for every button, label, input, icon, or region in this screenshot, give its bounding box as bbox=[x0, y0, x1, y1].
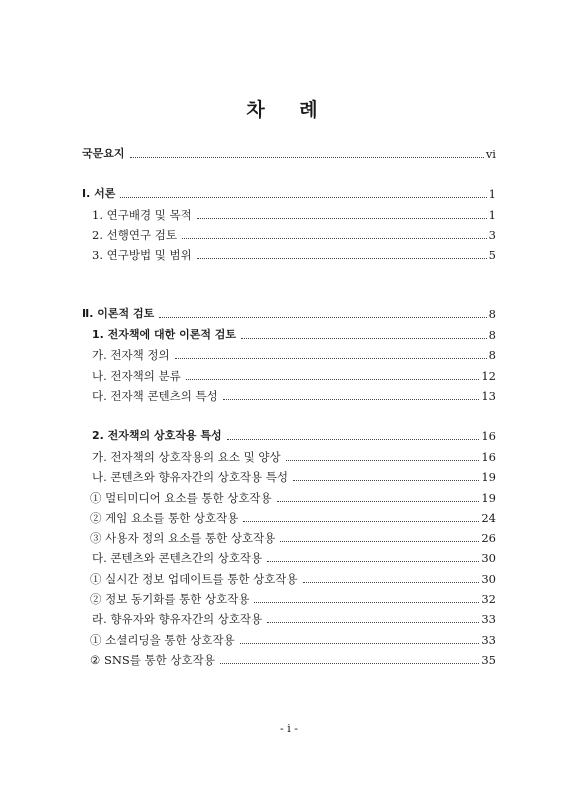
toc-entry[interactable] bbox=[82, 632, 496, 648]
toc-entry-page: 19 bbox=[481, 491, 496, 505]
toc-entry-label: 다. 콘텐츠와 콘텐츠간의 상호작용 bbox=[92, 551, 263, 565]
toc-entry-page: 32 bbox=[481, 592, 496, 606]
toc-entry-label: ③ 사용자 정의 요소를 통한 상호작용 bbox=[90, 531, 276, 545]
toc-entry[interactable] bbox=[82, 611, 496, 627]
dot-leader bbox=[227, 439, 480, 440]
toc-entry[interactable] bbox=[82, 591, 496, 607]
toc-entry[interactable] bbox=[82, 530, 496, 546]
dot-leader bbox=[243, 521, 479, 522]
toc-entry[interactable] bbox=[82, 428, 496, 444]
toc-entry-page: 3 bbox=[488, 228, 496, 242]
toc-entry[interactable] bbox=[82, 388, 496, 404]
toc-entry-label: 가. 전자책의 상호작용의 요소 및 양상 bbox=[92, 450, 281, 464]
toc-entry[interactable] bbox=[82, 306, 496, 322]
dot-leader bbox=[182, 238, 487, 239]
dot-leader bbox=[240, 643, 480, 644]
toc-entry[interactable] bbox=[82, 490, 496, 506]
dot-leader bbox=[197, 218, 487, 219]
dot-leader bbox=[267, 622, 479, 623]
toc-entry[interactable] bbox=[82, 510, 496, 526]
toc-entry-label: 나. 전자책의 분류 bbox=[92, 369, 181, 383]
toc-entry-label: 3. 연구방법 및 범위 bbox=[92, 248, 192, 262]
toc-entry-label: 2. 선행연구 검토 bbox=[92, 228, 177, 242]
toc-entry-label: 다. 전자책 콘텐츠의 특성 bbox=[92, 389, 218, 403]
dot-leader bbox=[267, 561, 479, 562]
dot-leader bbox=[120, 197, 486, 198]
toc-entry-page: 19 bbox=[481, 470, 496, 484]
toc-entry[interactable] bbox=[82, 550, 496, 566]
toc-entry-label: ① 실시간 정보 업데이트를 통한 상호작용 bbox=[90, 572, 298, 586]
toc-entry-page: 33 bbox=[481, 633, 496, 647]
page-title: 차 례 bbox=[246, 99, 332, 121]
toc-entry-page: 13 bbox=[481, 389, 496, 403]
toc-entry-page: 1 bbox=[488, 187, 496, 201]
dot-leader bbox=[286, 460, 480, 461]
toc-entry[interactable] bbox=[82, 207, 496, 223]
dot-leader bbox=[223, 399, 480, 400]
toc-entry[interactable] bbox=[82, 469, 496, 485]
toc-entry-page: 8 bbox=[488, 348, 496, 362]
dot-leader bbox=[159, 317, 486, 318]
toc-entry-page: 8 bbox=[488, 328, 496, 342]
toc-entry-page: 24 bbox=[481, 511, 496, 525]
toc-entry-label: 가. 전자책 정의 bbox=[92, 348, 170, 362]
toc-entry-label: 1. 전자책에 대한 이론적 검토 bbox=[92, 328, 237, 341]
toc-entry-label: 나. 콘텐츠와 향유자간의 상호작용 특성 bbox=[92, 470, 289, 484]
toc-entry[interactable] bbox=[82, 247, 496, 263]
dot-leader bbox=[130, 157, 484, 158]
toc-entry[interactable] bbox=[82, 368, 496, 384]
toc-entry-page: 26 bbox=[481, 531, 496, 545]
dot-leader bbox=[303, 582, 480, 583]
toc-entry-page: 35 bbox=[481, 653, 496, 667]
toc-entry[interactable] bbox=[82, 449, 496, 465]
toc-entry-page: 30 bbox=[481, 551, 496, 565]
toc-entry-label: ② SNS를 통한 상호작용 bbox=[90, 653, 215, 667]
toc-entry-page: 16 bbox=[481, 450, 496, 464]
toc-entry[interactable] bbox=[82, 327, 496, 343]
toc-entry-label: 국문요지 bbox=[82, 147, 125, 160]
toc-entry-page: 1 bbox=[488, 208, 496, 222]
toc-entry-page: 8 bbox=[488, 307, 496, 321]
toc-entry[interactable] bbox=[82, 347, 496, 363]
toc-entry-label: 1. 연구배경 및 목적 bbox=[92, 208, 192, 222]
toc-entry-page: 12 bbox=[481, 369, 496, 383]
toc-entry-label: ① 소셜리딩을 통한 상호작용 bbox=[90, 633, 235, 647]
toc-entry-label: ② 게임 요소를 통한 상호작용 bbox=[90, 511, 239, 525]
dot-leader bbox=[197, 258, 487, 259]
toc-entry-page: vi bbox=[485, 147, 496, 161]
toc-entry[interactable] bbox=[82, 186, 496, 202]
dot-leader bbox=[241, 338, 487, 339]
toc-entry[interactable] bbox=[82, 146, 496, 162]
toc-entry-label: 2. 전자책의 상호작용 특성 bbox=[92, 429, 222, 442]
toc-entry-label: 라. 향유자와 향유자간의 상호작용 bbox=[92, 612, 263, 626]
toc-entry-label: ① 멀티미디어 요소를 통한 상호작용 bbox=[90, 491, 272, 505]
toc-entry-label: Ⅱ. 이론적 검토 bbox=[82, 307, 155, 320]
dot-leader bbox=[220, 663, 480, 664]
toc-entry-label: Ⅰ. 서론 bbox=[82, 187, 116, 200]
dot-leader bbox=[186, 379, 480, 380]
dot-leader bbox=[277, 501, 480, 502]
dot-leader bbox=[293, 480, 479, 481]
toc-entry-page: 33 bbox=[481, 612, 496, 626]
toc-entry-page: 16 bbox=[481, 429, 496, 443]
toc-entry-page: 5 bbox=[488, 248, 496, 262]
dot-leader bbox=[175, 358, 487, 359]
toc-entry[interactable] bbox=[82, 652, 496, 668]
page-number: - i - bbox=[280, 722, 298, 735]
dot-leader bbox=[280, 541, 479, 542]
dot-leader bbox=[254, 602, 479, 603]
toc-entry[interactable] bbox=[82, 571, 496, 587]
toc-entry[interactable] bbox=[82, 227, 496, 243]
toc-entry-page: 30 bbox=[481, 572, 496, 586]
toc-entry-label: ② 정보 동기화를 통한 상호작용 bbox=[90, 592, 250, 606]
